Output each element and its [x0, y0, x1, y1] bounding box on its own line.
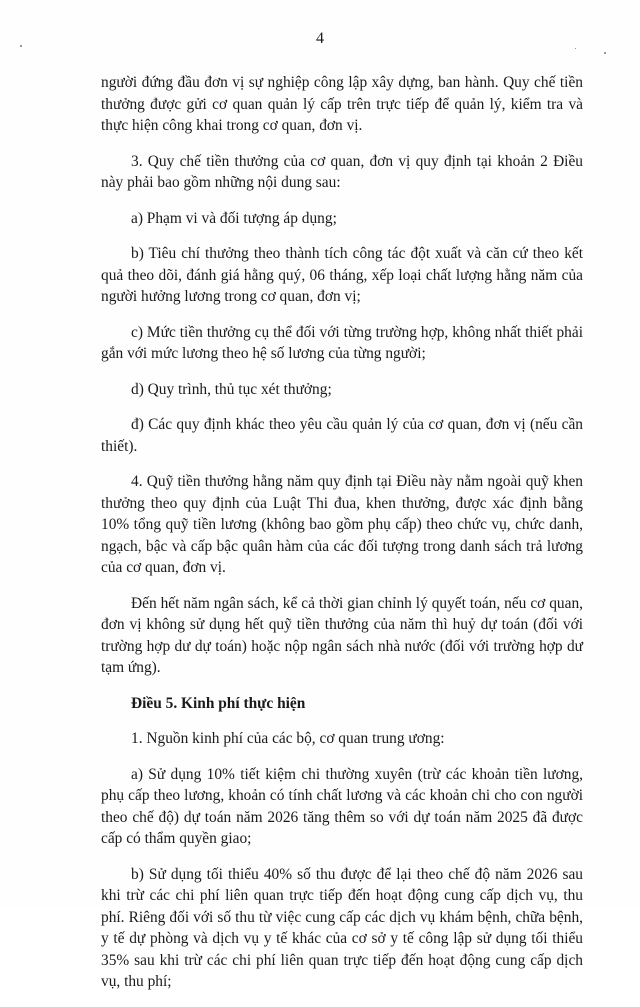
scan-speck [575, 48, 576, 49]
article-5-point-a: a) Sử dụng 10% tiết kiệm chi thường xuyên (trừ các khoản tiền lương, phụ cấp theo lương, khoản có tính chất lương và các khoản chi cho con người theo chế độ) dự toán năm 2026 tăng thêm so với dự toán năm 2025 đã được cấp có thẩm quyền giao; [101, 765, 583, 847]
document-body [101, 72, 583, 1007]
paragraph-point-c: c) Mức tiền thưởng cụ thể đối với từng trường hợp, không nhất thiết phải gắn với mức lương theo hệ số lương của từng người; [101, 323, 583, 362]
article-5-heading: Điều 5. Kinh phí thực hiện [131, 694, 306, 712]
page-number: 4 [316, 30, 324, 47]
paragraph-clause-3: 3. Quy chế tiền thưởng của cơ quan, đơn vị quy định tại khoản 2 Điều này phải bao gồm những nội dung sau: [101, 152, 583, 191]
paragraph-point-dd: đ) Các quy định khác theo yêu cầu quản lý của cơ quan, đơn vị (nếu cần thiết). [101, 416, 583, 455]
paragraph-clause-4: 4. Quỹ tiền thưởng hằng năm quy định tại Điều này nằm ngoài quỹ khen thưởng theo quy định của Luật Thi đua, khen thưởng, được xác định bằng 10% tổng quỹ tiền lương (không bao gồm phụ cấp) theo chức vụ, chức danh, ngạch, bậc và cấp bậc quân hàm của các đối tượng trong danh sách trả lương của cơ quan, đơn vị. [101, 473, 583, 576]
paragraph-continuation: người đứng đầu đơn vị sự nghiệp công lập xây dựng, ban hành. Quy chế tiền thưởng được gửi cơ quan quản lý cấp trên trực tiếp để quản lý, kiểm tra và thực hiện công khai trong cơ quan, đơn vị. [101, 74, 583, 134]
scan-speck [20, 45, 22, 47]
paragraph-year-end: Đến hết năm ngân sách, kể cả thời gian chỉnh lý quyết toán, nếu cơ quan, đơn vị không sử dụng hết quỹ tiền thưởng của năm thì huỷ dự toán (đối với trường hợp dư dự toán) hoặc nộp ngân sách nhà nước (đối với trường hợp dư tạm ứng). [101, 594, 583, 676]
paragraph-point-d: d) Quy trình, thủ tục xét thưởng; [131, 380, 332, 398]
paragraph-point-a: a) Phạm vi và đối tượng áp dụng; [131, 209, 337, 227]
scan-speck [604, 52, 606, 54]
article-5-point-b: b) Sử dụng tối thiểu 40% số thu được để lại theo chế độ năm 2026 sau khi trừ các chi phí liên quan trực tiếp đến hoạt động cung cấp dịch vụ, thu phí. Riêng đối với số thu từ việc cung cấp các dịch vụ khám bệnh, chữa bệnh, y tế dự phòng và dịch vụ y tế khác của cơ sở y tế công lập sử dụng tối thiểu 35% sau khi trừ các chi phí liên quan trực tiếp đến hoạt động cung cấp dịch vụ, thu phí; [101, 865, 583, 990]
paragraph-point-b: b) Tiêu chí thưởng theo thành tích công tác đột xuất và căn cứ theo kết quả theo dõi, đánh giá hằng quý, 06 tháng, xếp loại chất lượng hằng năm của người hưởng lương trong cơ quan, đơn vị; [101, 245, 583, 305]
article-5-clause-1: 1. Nguồn kinh phí của các bộ, cơ quan trung ương: [131, 730, 445, 747]
